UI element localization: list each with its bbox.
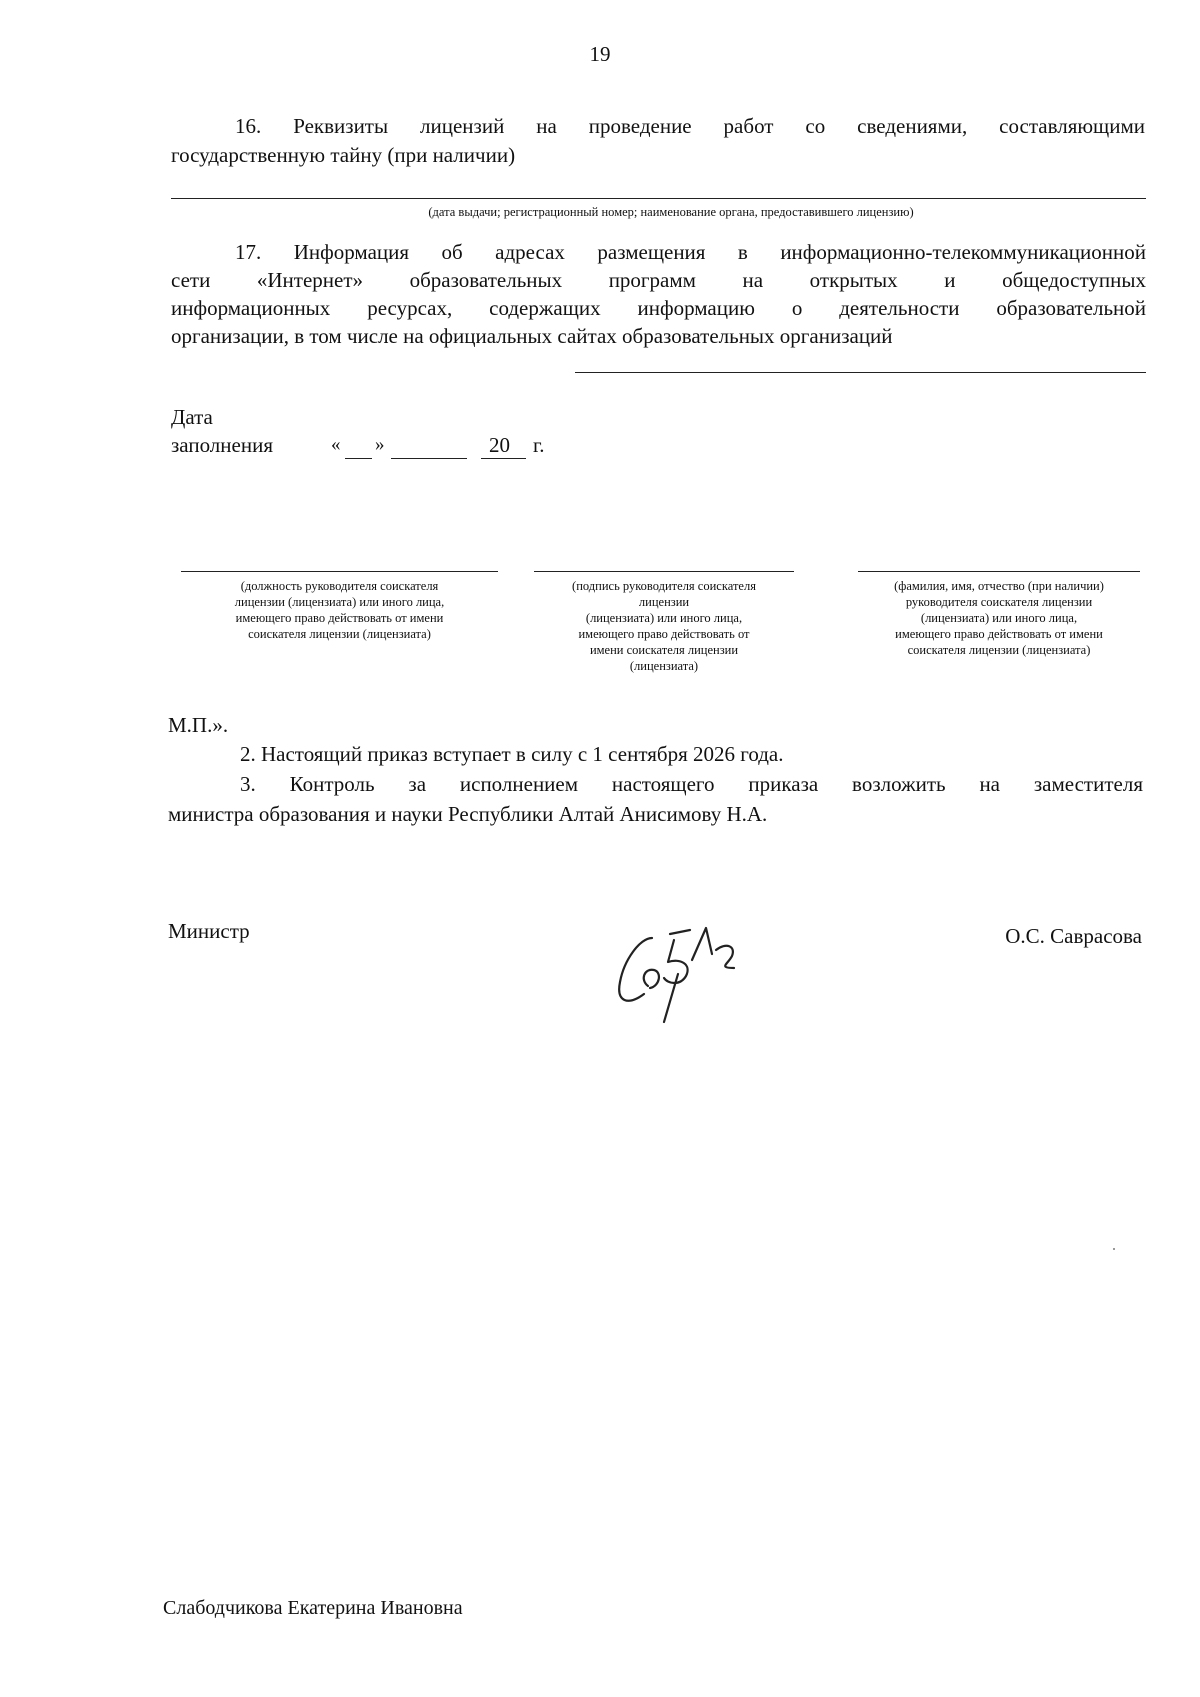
handwritten-signature	[600, 920, 800, 1030]
caption-line: (фамилия, имя, отчество (при наличии)	[894, 579, 1104, 593]
item17-line1: 17. Информация об адресах размещения в информационно-телекоммуникационной	[235, 240, 1146, 264]
date-day-line	[345, 458, 372, 459]
item16-line1: 16. Реквизиты лицензий на проведение работ со сведениями, составляющими	[235, 114, 1145, 138]
executor-name: Слабодчикова Екатерина Ивановна	[163, 1597, 463, 1619]
caption-line: лицензии (лицензиата) или иного лица,	[234, 595, 445, 609]
date-close-quote: »	[375, 434, 385, 455]
item16-caption: (дата выдачи; регистрационный номер; наименование органа, предоставившего лицензию)	[428, 205, 914, 219]
position-caption	[181, 578, 498, 642]
page-number: 19	[589, 42, 611, 66]
scan-dot	[1113, 1248, 1115, 1250]
caption-line: имеющего право действовать от имени	[235, 611, 444, 625]
item17-line3: информационных ресурсах, содержащих информацию о деятельности образовательной	[171, 296, 1146, 320]
clause-3-line1: 3. Контроль за исполнением настоящего приказа возложить на заместителя	[240, 772, 1143, 796]
caption-line: имеющего право действовать от	[578, 627, 750, 641]
position-line	[181, 571, 498, 572]
item17-line4: организации, в том числе на официальных сайтах образовательных организаций	[171, 324, 893, 348]
date-label-1: Дата	[171, 405, 213, 429]
name-caption	[848, 578, 1150, 658]
item17-line2: сети «Интернет» образовательных программ на открытых и общедоступных	[171, 268, 1146, 292]
stamp-mark: М.П.».	[168, 713, 229, 737]
clause-3-line2: министра образования и науки Республики Алтай Анисимову Н.А.	[168, 802, 768, 826]
caption-line: лицензии	[638, 595, 690, 609]
date-open-quote: «	[331, 434, 341, 455]
caption-line: имени соискателя лицензии	[589, 643, 739, 657]
date-month-line	[391, 458, 467, 459]
signatory-title: Министр	[168, 919, 250, 943]
caption-line: (должность руководителя соискателя	[240, 579, 439, 593]
caption-line: (подпись руководителя соискателя	[572, 579, 756, 593]
date-label-2: заполнения	[171, 433, 273, 457]
signature-line	[534, 571, 794, 572]
caption-line: (лицензиата)	[629, 659, 699, 673]
caption-line: (лицензиата) или иного лица,	[585, 611, 743, 625]
date-year-suffix: г.	[533, 433, 545, 457]
caption-line: (лицензиата) или иного лица,	[920, 611, 1078, 625]
item16-fill-line	[171, 198, 1146, 199]
signatory-name: О.С. Саврасова	[1005, 924, 1142, 948]
caption-line: руководителя соискателя лицензии	[905, 595, 1093, 609]
date-year-prefix: 20	[489, 433, 510, 457]
caption-line: имеющего право действовать от имени	[895, 627, 1103, 641]
item17-fill-line	[575, 372, 1146, 373]
caption-line: соискателя лицензии (лицензиата)	[248, 627, 431, 641]
signature-caption	[534, 578, 794, 674]
name-line	[858, 571, 1140, 572]
clause-2: 2. Настоящий приказ вступает в силу с 1 сентября 2026 года.	[240, 742, 784, 766]
caption-line: соискателя лицензии (лицензиата)	[907, 643, 1091, 657]
item16-line2: государственную тайну (при наличии)	[171, 143, 516, 167]
